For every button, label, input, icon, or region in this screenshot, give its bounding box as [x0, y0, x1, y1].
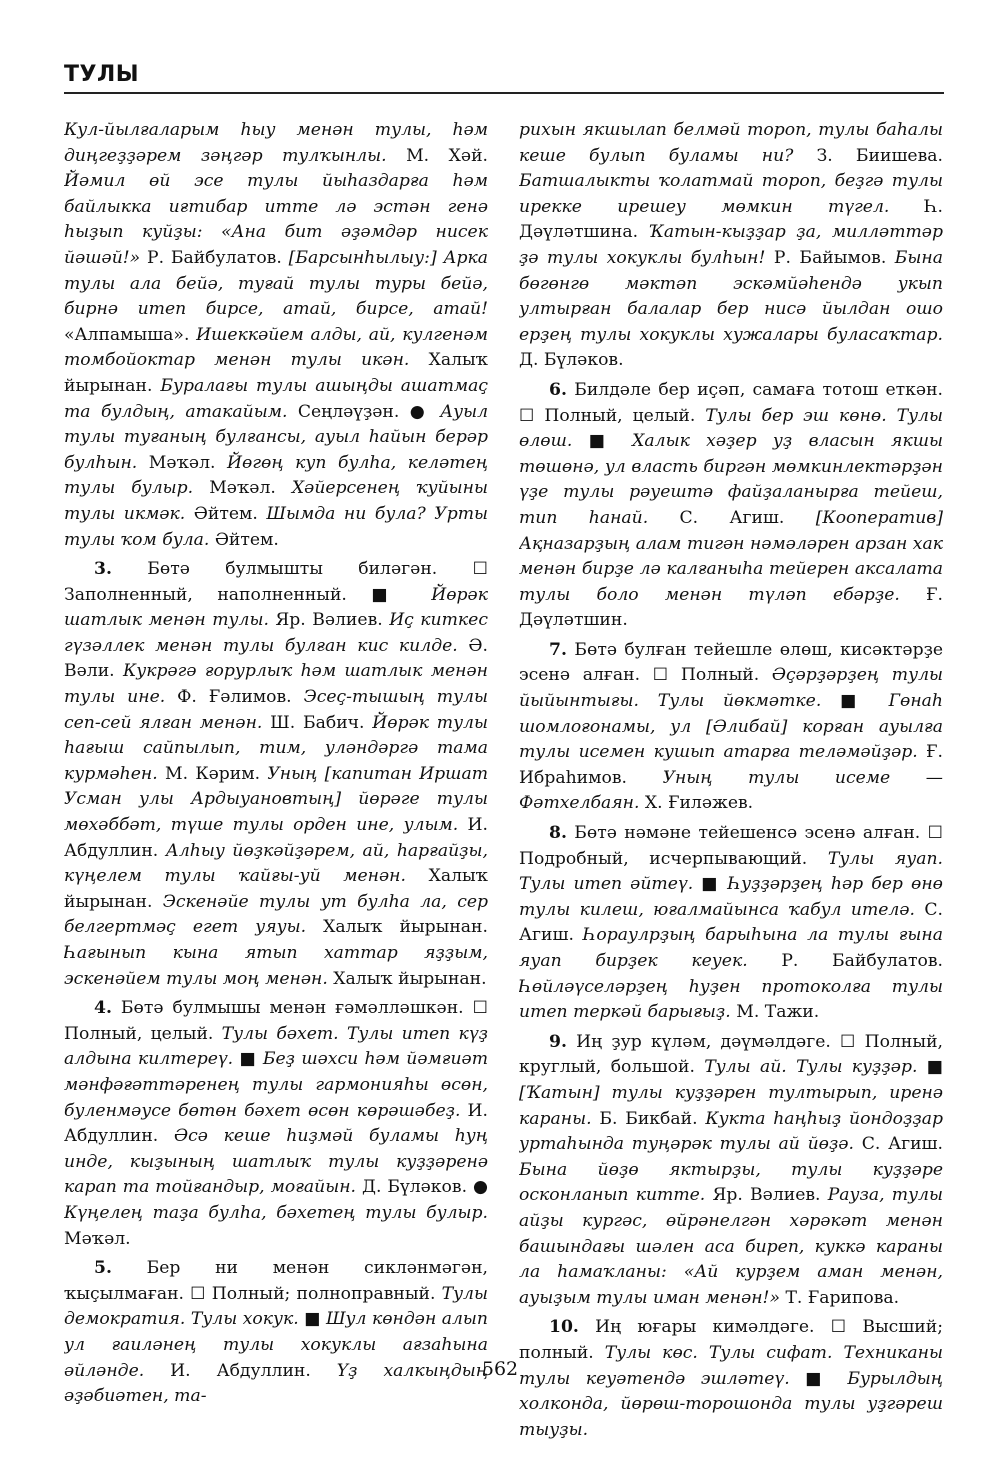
dictionary-entry-p1: Кул-йылғаларым һыу менән тулы, һәм диңгеҙҙәрем зәңгәр тулҡынлы. М. Хәй. Йәмил өй эсе тулы йыһаздарға һәм байлыкка иғтибар итте лә эстән генә һыҙып куйҙы: «Ана бит әҙәмдәр нисек йәшәй!» Р. Байбулатов. [Барсынһылыу:] Арка тулы ала бейә, туғай тулы туры бейә, бирнә итеп бирсе, атай, бирсе, атай! «Алпамыша». Ишеккәйем алды, ай, кулгенәм томбойоктар менән тулы икән. Халыҡ йырынан. Буралағы тулы ашыңды ашатмаҫ та булдың, атакайым. Сеңләүҙән. ● Ауыл тулы туғаның булғансы, ауыл һайын берәр булһын. Мәҡәл. Йөгөң куп булһа, келәтең тулы булыр. Мәҡәл. Хәйерсенең ҡуйыны тулы икмәк. Әйтем. Шымда ни була? Урты тулы ҡом була. Әйтем. — [64, 120, 488, 550]
dictionary-entry-p9: 9. Иң ҙур күләм, дәүмәлдәге. ☐ Полный, круглый, большой. Тулы ай. Тулы куҙҙәр. ■ [Ҡатын] тулы куҙҙәрен тултырып, иренә караны. Б. Бикбай. Кукта һаңһыҙ йондоҙҙар уртаһында туңәрәк тулы ай йөҙә. С. Агиш. Бына йөҙө яктырҙы, тулы куҙҙәре осконланып китте. Яр. Вәлиев. Рауза, тулы айҙы кургәс, өйрәнелгән хәрәкәт менән башындағы шәлен аса биреп, куккә караны ла һамаҡланы: «Ай курҙем аман менән, ауыҙым тулы иман менән!» Т. Ғарипова. — [519, 1031, 943, 1308]
dictionary-entry-p6: 6. Билдәле бер иҫәп, самаға тотош еткән. ☐ Полный, целый. Тулы бер эш көнө. Тулы өлөш. ■ Халык хәҙер уҙ власын якшы төшөнә, ул власть биргән мөмкинлектәрҙән үҙе тулы рәуештә файҙаланырға тейеш, тип һанай. С. Агиш. [Кооператив] Ақназарҙың алам тигән нәмәләрен арзан хак менән бирҙе лә калғаныһа тейерен аксалата тулы боло менән түләп ебәрҙе. Ғ. Дәүләтшин. — [519, 379, 943, 631]
dictionary-entry-p8: 8. Бөтә нәмәне тейешенсә эсенә алған. ☐ Подробный, исчерпывающий. Тулы яуап. Тулы итеп әйтеү. ■ Һуҙҙәрҙең һәр бер өнө тулы килеш, юғалмайынса ҡабул ителә. С. Агиш. Һораулрҙың барыһына ла тулы ғына яуап бирҙек кеуек. Р. Байбулатов. Һөйләүселәрҙең һуҙен протоколға тулы итеп теркәй барығыҙ. М. Тажи. — [519, 823, 943, 1023]
dictionary-entry-p7: 7. Бөтә булған тейешле өлөш, кисәктәрҙе эсенә алған. ☐ Полный. Әҫәрҙәрҙең тулы йыйынтығы. Тулы йөкмәтке. ■ Гөнаһ шомлоғонамы, ул [Әлибай] корған ауылға тулы исемен кушып атарға теләмәйҙәр. Ғ. Ибраһимов. Уның тулы исеме — Фәтхелбаян. Х. Ғиләжев. — [519, 639, 943, 814]
page-number: 562 — [481, 1358, 519, 1380]
running-head: ТУЛЫ — [64, 62, 140, 87]
header-rule — [64, 92, 944, 94]
dictionary-entry-p10: 10. Иң юғары кимәлдәге. ☐ Высший; полный. Тулы көс. Тулы сифат. Техниканы тулы кеуәтендә эшләтеү. ■ Бурылдың холконда, йөрөш-торошонда тулы уҙгәреш тыуҙы. — [519, 1317, 943, 1440]
right-column — [519, 118, 943, 1447]
dictionary-entry-p2: 3. Бөтә булмышты биләгән. ☐ Заполненный, наполненный. ■ Йөрәк шатлык менән тулы. Яр. Вәлиев. Иҫ киткес гүзәллек менән тулы булған кис килде. Ә. Вәли. Кукрәгә ғорурлыҡ һәм шатлык менән тулы ине. Ф. Ғәлимов. Эсеҫ-тышың тулы сеп-сей ялған менән. Ш. Бабич. Йөрәк тулы һағыш сайпылып, тим, уләндәргә тама курмәһен. М. Кәрим. Уның [капитан Иршат Усман улы Ардыуановтың] йөрәге тулы мөхәббәт, түше тулы орден ине, улым. И. Абдуллин. Алһыу йөҙкәйҙәрем, ай, һарғайҙы, күңелем тулы ҡайғы-уй менән. Халыҡ йырынан. Эскенәйе тулы ут булһа ла, сер белгертмәҫ егет уяуы. Халыҡ йырынан. Һағынып кына ятып хаттар яҙҙым, эскенәйем тулы моң менән. Халыҡ йырынан. — [64, 559, 488, 989]
dictionary-entry-p3: 4. Бөтә булмышы менән ғәмәлләшкән. ☐ Полный, целый. Тулы бәхет. Тулы итеп күҙ алдына килтереү. ■ Беҙ шәхси һәм йәмғиәт мәнфәғәттәренең тулы гармонияһы өсөн, буленмәусе бөтөн бәхет өсөн көрәшәбеҙ. И. Абдуллин. Әсә кеше һиҙмәй буламы һуң инде, кыҙының шатлыҡ тулы куҙҙәренә карап та тойғандыр, моғайын. Д. Бүләков. ● Күңелең таҙа булһа, бәхетең тулы булыр. Мәҡәл. — [64, 998, 488, 1249]
dictionary-entry-p4: 5. Бер ни менән сикләнмәгән, ҡыҫылмаған. ☐ Полный; полноправный. Тулы демократия. Тулы хокук. ■ Шул көндән алып ул ғаиләнең тулы хокуклы ағзаһына әйләнде. И. Абдуллин. Үҙ халкыңдың әҙәбиәтен, та- — [64, 1258, 488, 1407]
dictionary-entry-p5: рихын якшылап белмәй тороп, тулы баһалы кеше булып буламы ни? З. Биишева. Батшалыкты ҡолатмай тороп, беҙгә тулы ирекке ирешеу мөмкин түгел. Һ. Дәүләтшина. Ҡатын-кыҙҙар ҙа, милләттәр ҙә тулы хокуклы булһын! Р. Байымов. Бына бөгөнгө мәктәп эскәмйәһендә укып ултырған балалар бер нисә йылдан ошо ерҙең тулы хокуклы хужалары буласаҡтар. Д. Бүләков. — [519, 120, 943, 371]
left-column — [64, 118, 488, 1414]
